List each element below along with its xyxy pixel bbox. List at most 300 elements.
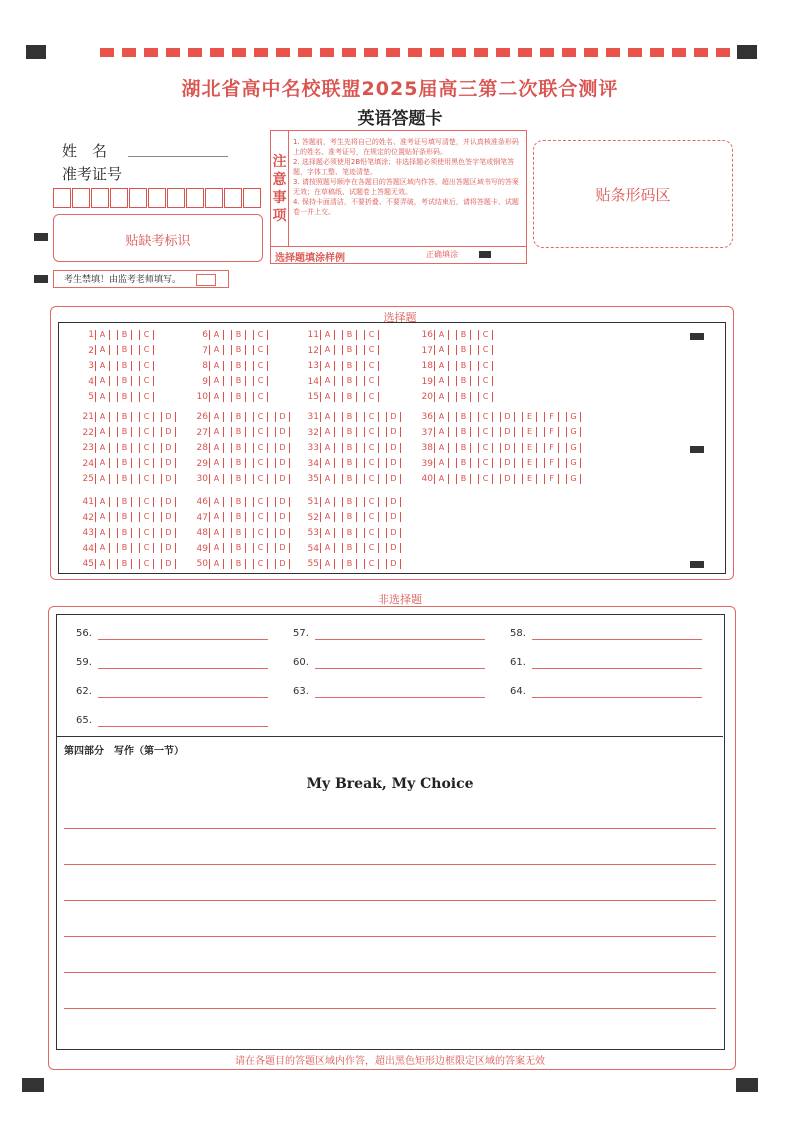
answer-bubble[interactable]: A [320, 392, 335, 402]
notice-heading: 注意事项 [271, 131, 289, 247]
answer-bubble[interactable]: B [342, 427, 357, 437]
essay-line[interactable] [64, 972, 716, 973]
answer-bubble[interactable]: C [139, 427, 154, 437]
answer-bubble[interactable]: A [320, 559, 335, 569]
answer-bubble[interactable]: B [456, 392, 471, 402]
question-number: 36 [421, 412, 433, 422]
question-number: 48 [196, 528, 208, 538]
answer-bubble[interactable]: B [342, 559, 357, 569]
answer-bubble[interactable]: B [117, 412, 132, 422]
answer-bubble[interactable]: E [522, 443, 537, 453]
answer-bubble[interactable]: A [95, 543, 110, 553]
answer-bubble[interactable]: A [209, 559, 224, 569]
answer-bubble[interactable]: F [544, 474, 559, 484]
answer-bubble[interactable]: C [253, 458, 268, 468]
answer-bubble[interactable]: A [434, 458, 449, 468]
answer-bubble[interactable]: A [95, 412, 110, 422]
answer-bubble[interactable]: D [500, 427, 515, 437]
answer-bubble[interactable]: B [231, 361, 246, 371]
answer-bubble[interactable]: A [95, 330, 110, 340]
question-number: 8 [202, 361, 208, 371]
fill-answer-line[interactable] [98, 697, 268, 698]
answer-bubble[interactable]: A [209, 528, 224, 538]
mc-question [192, 473, 297, 485]
answer-bubble[interactable]: A [320, 443, 335, 453]
answer-bubble[interactable]: B [342, 512, 357, 522]
answer-bubble[interactable]: C [478, 443, 493, 453]
answer-bubble[interactable]: A [209, 427, 224, 437]
answer-bubble[interactable]: C [139, 376, 154, 386]
answer-bubble[interactable]: D [500, 443, 515, 453]
answer-bubble[interactable]: A [320, 330, 335, 340]
answer-bubble[interactable]: B [342, 376, 357, 386]
answer-bubble[interactable]: A [320, 512, 335, 522]
answer-bubble[interactable]: A [209, 361, 224, 371]
answer-bubble[interactable]: B [117, 361, 132, 371]
fill-question-number: 59. [76, 657, 92, 668]
answer-bubble[interactable]: D [386, 474, 401, 484]
mc-question [78, 558, 183, 570]
answer-bubble[interactable]: B [117, 512, 132, 522]
exam-id-digit-box[interactable] [224, 188, 242, 208]
answer-bubble[interactable]: C [364, 392, 379, 402]
answer-bubble[interactable]: F [544, 412, 559, 422]
question-number: 25 [82, 474, 94, 484]
answer-bubble[interactable]: C [139, 543, 154, 553]
fill-question-number: 64. [510, 686, 526, 697]
answer-bubble[interactable]: A [320, 412, 335, 422]
answer-bubble[interactable]: E [522, 427, 537, 437]
answer-bubble[interactable]: G [566, 443, 581, 453]
answer-bubble[interactable]: D [386, 528, 401, 538]
answer-bubble[interactable]: C [253, 528, 268, 538]
answer-bubble[interactable]: B [342, 330, 357, 340]
answer-bubble[interactable]: B [231, 528, 246, 538]
question-number: 39 [421, 458, 433, 469]
exam-id-digit-box[interactable] [205, 188, 223, 208]
answer-bubble[interactable]: C [139, 412, 154, 422]
answer-bubble[interactable]: A [434, 330, 449, 340]
answer-bubble[interactable]: D [161, 474, 176, 484]
fill-question-number: 65. [76, 715, 92, 726]
fill-answer-line[interactable] [98, 668, 268, 669]
answer-bubble[interactable]: A [209, 376, 224, 386]
mc-question [78, 527, 183, 539]
answer-bubble[interactable]: D [275, 559, 290, 569]
answer-bubble[interactable]: G [566, 474, 581, 484]
question-number: 41 [82, 497, 94, 507]
mc-question [303, 329, 386, 341]
answer-bubble[interactable]: C [253, 376, 268, 386]
mc-question [417, 376, 500, 388]
fill-answer-line[interactable] [315, 697, 485, 698]
barcode-label: 贴条形码区 [595, 185, 671, 204]
answer-bubble[interactable]: E [522, 474, 537, 484]
answer-bubble[interactable]: A [320, 458, 335, 468]
answer-bubble[interactable]: G [566, 412, 581, 422]
question-number: 51 [307, 497, 319, 507]
essay-line[interactable] [64, 900, 716, 901]
answer-bubble[interactable]: B [342, 345, 357, 355]
answer-bubble[interactable]: C [478, 376, 493, 386]
answer-bubble[interactable]: A [320, 528, 335, 538]
answer-bubble[interactable]: A [209, 497, 224, 507]
answer-bubble[interactable]: A [320, 361, 335, 371]
essay-line[interactable] [64, 864, 716, 865]
answer-bubble[interactable]: F [544, 458, 559, 468]
answer-bubble[interactable]: A [95, 497, 110, 507]
answer-bubble[interactable]: B [342, 443, 357, 453]
mc-question [78, 360, 161, 372]
answer-bubble[interactable]: C [364, 345, 379, 355]
answer-bubble[interactable]: C [478, 427, 493, 437]
answer-bubble[interactable]: B [117, 330, 132, 340]
answer-bubble[interactable]: D [161, 458, 176, 468]
mc-question [78, 512, 183, 524]
essay-line[interactable] [64, 828, 716, 829]
answer-bubble[interactable]: C [478, 345, 493, 355]
fill-answer-line[interactable] [315, 668, 485, 669]
answer-bubble[interactable]: A [434, 361, 449, 371]
answer-bubble[interactable]: A [434, 392, 449, 402]
answer-bubble[interactable]: B [456, 458, 471, 468]
answer-bubble[interactable]: B [342, 474, 357, 484]
answer-bubble[interactable]: C [364, 376, 379, 386]
footer-note: 请在各题目的答题区域内作答，超出黑色矩形边框限定区域的答案无效 [235, 1056, 545, 1067]
answer-bubble[interactable]: D [386, 412, 401, 422]
answer-bubble[interactable]: C [364, 497, 379, 507]
answer-bubble[interactable]: C [253, 443, 268, 453]
answer-bubble[interactable]: C [478, 412, 493, 422]
question-number: 53 [307, 528, 319, 538]
answer-bubble[interactable]: B [456, 376, 471, 386]
answer-bubble[interactable]: D [161, 412, 176, 422]
answer-bubble[interactable]: A [95, 474, 110, 484]
answer-bubble[interactable]: C [253, 497, 268, 507]
answer-bubble[interactable]: A [95, 443, 110, 453]
question-number: 52 [307, 512, 319, 523]
answer-bubble[interactable]: A [209, 458, 224, 468]
answer-bubble[interactable]: C [253, 543, 268, 553]
answer-bubble[interactable]: B [117, 528, 132, 538]
answer-bubble[interactable]: A [320, 427, 335, 437]
exam-id-digit-box[interactable] [167, 188, 185, 208]
answer-bubble[interactable]: A [95, 458, 110, 468]
answer-bubble[interactable]: D [161, 427, 176, 437]
answer-bubble[interactable]: D [275, 458, 290, 468]
answer-bubble[interactable]: A [209, 330, 224, 340]
answer-bubble[interactable]: C [253, 361, 268, 371]
answer-bubble[interactable]: B [117, 443, 132, 453]
mc-question [303, 411, 408, 423]
answer-bubble[interactable]: A [209, 443, 224, 453]
answer-bubble[interactable]: C [253, 392, 268, 402]
question-number: 14 [307, 376, 319, 387]
answer-bubble[interactable]: B [231, 392, 246, 402]
answer-bubble[interactable]: D [275, 412, 290, 422]
answer-bubble[interactable]: A [320, 474, 335, 484]
timing-mark [690, 561, 704, 568]
answer-bubble[interactable]: B [456, 361, 471, 371]
question-number: 13 [307, 361, 319, 371]
question-number: 55 [307, 559, 319, 569]
answer-bubble[interactable]: B [342, 528, 357, 538]
answer-bubble[interactable]: A [320, 497, 335, 507]
essay-title: My Break, My Choice [306, 776, 474, 792]
answer-bubble[interactable]: F [544, 443, 559, 453]
mc-question [303, 512, 408, 524]
mc-question [417, 427, 588, 439]
answer-bubble[interactable]: C [139, 474, 154, 484]
answer-bubble[interactable]: B [231, 443, 246, 453]
answer-bubble[interactable]: B [456, 345, 471, 355]
answer-bubble[interactable]: C [139, 458, 154, 468]
essay-line[interactable] [64, 1008, 716, 1009]
answer-bubble[interactable]: B [342, 392, 357, 402]
answer-bubble[interactable]: C [478, 458, 493, 468]
answer-bubble[interactable]: B [117, 474, 132, 484]
answer-bubble[interactable]: D [500, 412, 515, 422]
answer-bubble[interactable]: D [386, 559, 401, 569]
answer-bubble[interactable]: B [342, 543, 357, 553]
answer-bubble[interactable]: C [253, 412, 268, 422]
exam-id-digit-box[interactable] [110, 188, 128, 208]
answer-bubble[interactable]: D [275, 512, 290, 522]
answer-bubble[interactable]: C [478, 361, 493, 371]
answer-bubble[interactable]: B [231, 474, 246, 484]
answer-bubble[interactable]: D [161, 543, 176, 553]
fill-answer-line[interactable] [98, 726, 268, 727]
answer-bubble[interactable]: C [364, 443, 379, 453]
answer-bubble[interactable]: B [231, 458, 246, 468]
answer-bubble[interactable]: A [95, 512, 110, 522]
fill-answer-line[interactable] [98, 639, 268, 640]
answer-bubble[interactable]: A [434, 412, 449, 422]
exam-id-digit-box[interactable] [53, 188, 71, 208]
exam-id-digit-box[interactable] [243, 188, 261, 208]
timing-mark [34, 275, 48, 283]
answer-bubble[interactable]: B [231, 497, 246, 507]
fill-question-number: 62. [76, 686, 92, 697]
essay-line[interactable] [64, 936, 716, 937]
exam-id-digit-box[interactable] [129, 188, 147, 208]
answer-bubble[interactable]: A [320, 543, 335, 553]
fill-answer-line[interactable] [315, 639, 485, 640]
answer-bubble[interactable]: D [161, 497, 176, 507]
answer-bubble[interactable]: C [364, 559, 379, 569]
answer-bubble[interactable]: C [253, 559, 268, 569]
answer-bubble[interactable]: A [95, 361, 110, 371]
answer-bubble[interactable]: C [364, 474, 379, 484]
answer-bubble[interactable]: C [364, 528, 379, 538]
answer-bubble[interactable]: B [231, 412, 246, 422]
answer-bubble[interactable]: C [139, 443, 154, 453]
answer-bubble[interactable]: D [386, 497, 401, 507]
question-number: 34 [307, 458, 319, 469]
answer-bubble[interactable]: C [139, 345, 154, 355]
answer-bubble[interactable]: C [139, 512, 154, 522]
answer-bubble[interactable]: A [434, 443, 449, 453]
answer-bubble[interactable]: C [139, 559, 154, 569]
answer-bubble[interactable]: A [209, 345, 224, 355]
fill-question-number: 57. [293, 628, 309, 639]
question-number: 22 [82, 427, 94, 438]
answer-bubble[interactable]: B [117, 392, 132, 402]
answer-bubble[interactable]: C [364, 361, 379, 371]
answer-bubble[interactable]: C [253, 474, 268, 484]
alignment-mark [737, 45, 757, 59]
answer-bubble[interactable]: D [386, 543, 401, 553]
notice-item: 3. 请按照题号顺序在各题目的答题区域内作答，超出答题区域书写的答案无效；在草稿纸、试题卷上答题无效。 [293, 178, 519, 196]
answer-bubble[interactable]: C [253, 512, 268, 522]
exam-id-digit-box[interactable] [91, 188, 109, 208]
answer-bubble[interactable]: G [566, 458, 581, 468]
answer-bubble[interactable]: D [275, 474, 290, 484]
answer-bubble[interactable]: D [275, 543, 290, 553]
answer-bubble[interactable]: A [95, 345, 110, 355]
fill-answer-line[interactable] [532, 668, 702, 669]
answer-bubble[interactable]: B [231, 427, 246, 437]
answer-bubble[interactable]: C [139, 392, 154, 402]
question-number: 10 [196, 392, 208, 402]
answer-bubble[interactable]: A [209, 474, 224, 484]
answer-bubble[interactable]: A [434, 345, 449, 355]
timing-mark [34, 233, 48, 241]
answer-bubble[interactable]: D [275, 427, 290, 437]
answer-bubble[interactable]: A [95, 559, 110, 569]
answer-bubble[interactable]: B [117, 458, 132, 468]
fill-answer-line[interactable] [532, 697, 702, 698]
answer-bubble[interactable]: D [161, 512, 176, 522]
answer-bubble[interactable]: B [456, 330, 471, 340]
answer-bubble[interactable]: B [231, 559, 246, 569]
answer-bubble[interactable]: B [231, 330, 246, 340]
answer-bubble[interactable]: A [320, 345, 335, 355]
fill-question-number: 58. [510, 628, 526, 639]
timing-mark [690, 333, 704, 340]
answer-bubble[interactable]: A [95, 376, 110, 386]
answer-bubble[interactable]: D [500, 458, 515, 468]
question-number: 38 [421, 443, 433, 453]
exam-id-digit-box[interactable] [148, 188, 166, 208]
answer-bubble[interactable]: B [342, 458, 357, 468]
answer-bubble[interactable]: B [231, 543, 246, 553]
answer-bubble[interactable]: B [342, 412, 357, 422]
question-number: 46 [196, 497, 208, 507]
absent-note: 考生禁填！由监考老师填写。 [64, 275, 182, 285]
answer-bubble[interactable]: B [117, 427, 132, 437]
answer-bubble[interactable]: A [95, 528, 110, 538]
answer-bubble[interactable]: C [478, 330, 493, 340]
answer-bubble[interactable]: D [161, 528, 176, 538]
answer-bubble[interactable]: C [478, 392, 493, 402]
mc-question [417, 458, 588, 470]
answer-bubble[interactable]: D [386, 458, 401, 468]
exam-id-digit-box[interactable] [186, 188, 204, 208]
absent-fill-box[interactable] [196, 274, 216, 286]
answer-bubble[interactable]: A [209, 543, 224, 553]
answer-bubble[interactable]: C [364, 427, 379, 437]
answer-bubble[interactable]: D [386, 427, 401, 437]
answer-bubble[interactable]: D [386, 443, 401, 453]
answer-bubble[interactable]: C [139, 330, 154, 340]
answer-bubble[interactable]: C [253, 427, 268, 437]
answer-bubble[interactable]: G [566, 427, 581, 437]
mc-question [192, 391, 275, 403]
answer-bubble[interactable]: C [253, 330, 268, 340]
answer-bubble[interactable]: D [275, 528, 290, 538]
name-field[interactable] [128, 156, 228, 157]
answer-bubble[interactable]: D [386, 512, 401, 522]
answer-bubble[interactable]: C [139, 361, 154, 371]
answer-bubble[interactable]: B [231, 376, 246, 386]
answer-bubble[interactable]: D [161, 559, 176, 569]
answer-bubble[interactable]: E [522, 412, 537, 422]
answer-bubble[interactable]: B [342, 497, 357, 507]
fill-answer-line[interactable] [532, 639, 702, 640]
mc-question [303, 473, 408, 485]
answer-bubble[interactable]: C [364, 330, 379, 340]
answer-bubble[interactable]: C [364, 543, 379, 553]
answer-bubble[interactable]: B [117, 345, 132, 355]
answer-bubble[interactable]: A [95, 392, 110, 402]
answer-bubble[interactable]: A [209, 412, 224, 422]
answer-bubble[interactable]: C [139, 528, 154, 538]
header-timing-bar [100, 48, 732, 57]
answer-bubble[interactable]: F [544, 427, 559, 437]
mc-question [303, 527, 408, 539]
answer-bubble[interactable]: A [209, 392, 224, 402]
answer-bubble[interactable]: A [434, 474, 449, 484]
answer-bubble[interactable]: B [456, 427, 471, 437]
answer-bubble[interactable]: E [522, 458, 537, 468]
answer-bubble[interactable]: C [253, 345, 268, 355]
answer-bubble[interactable]: D [275, 497, 290, 507]
answer-bubble[interactable]: C [364, 412, 379, 422]
answer-bubble[interactable]: B [231, 345, 246, 355]
absent-sticker-area [53, 214, 263, 262]
answer-bubble[interactable]: B [117, 559, 132, 569]
mc-question [417, 329, 500, 341]
answer-bubble[interactable]: A [209, 512, 224, 522]
answer-bubble[interactable]: B [456, 443, 471, 453]
answer-bubble[interactable]: B [117, 497, 132, 507]
answer-bubble[interactable]: B [456, 474, 471, 484]
answer-bubble[interactable]: A [320, 376, 335, 386]
answer-bubble[interactable]: B [456, 412, 471, 422]
answer-bubble[interactable]: B [231, 512, 246, 522]
answer-bubble[interactable]: C [364, 512, 379, 522]
answer-bubble[interactable]: B [117, 376, 132, 386]
answer-bubble[interactable]: D [161, 443, 176, 453]
answer-bubble[interactable]: D [275, 443, 290, 453]
question-number: 9 [202, 376, 208, 387]
answer-bubble[interactable]: B [117, 543, 132, 553]
question-number: 49 [196, 543, 208, 554]
question-number: 35 [307, 474, 319, 484]
exam-id-digit-box[interactable] [72, 188, 90, 208]
answer-bubble[interactable]: D [500, 474, 515, 484]
answer-bubble[interactable]: B [342, 361, 357, 371]
answer-bubble[interactable]: C [478, 474, 493, 484]
answer-bubble[interactable]: A [434, 427, 449, 437]
timing-mark [690, 446, 704, 453]
answer-bubble[interactable]: C [364, 458, 379, 468]
mc-question [78, 411, 183, 423]
answer-bubble[interactable]: A [95, 427, 110, 437]
answer-bubble[interactable]: A [434, 376, 449, 386]
answer-bubble[interactable]: C [139, 497, 154, 507]
